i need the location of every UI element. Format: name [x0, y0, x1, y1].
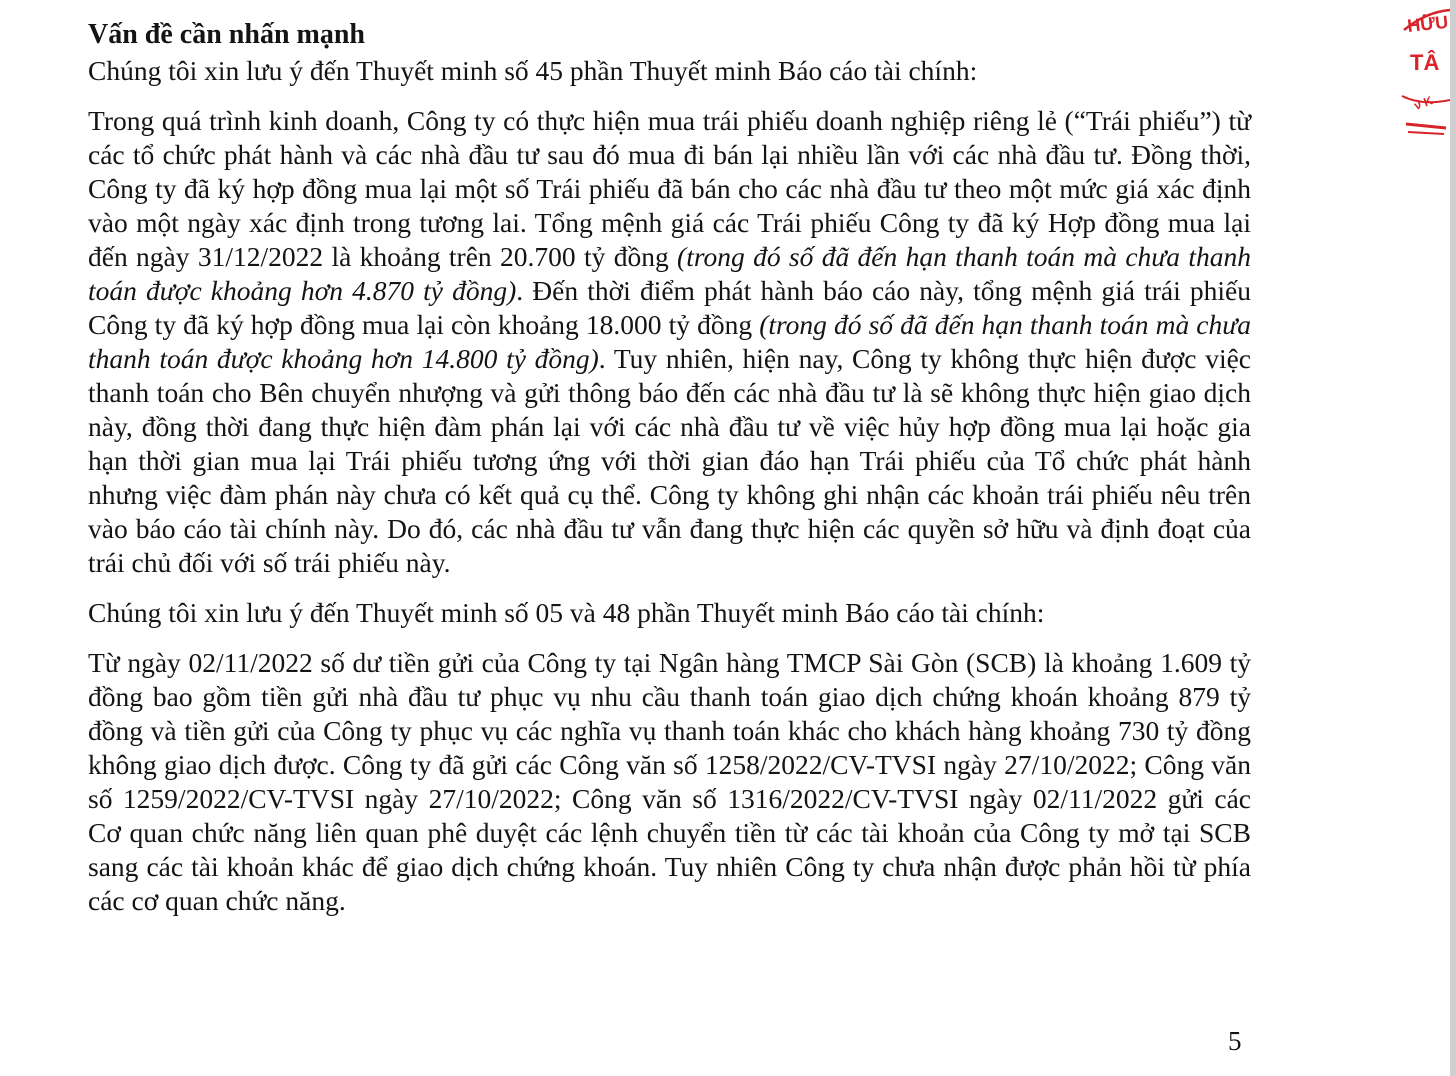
- report-page-content: [88, 18, 1251, 934]
- svg-text:HỮU: HỮU: [1406, 11, 1450, 36]
- note-05-48-paragraph: Từ ngày 02/11/2022 số dư tiền gửi của Công ty tại Ngân hàng TMCP Sài Gòn (SCB) là khoảng 1.609 tỷ đồng bao gồm tiền gửi nhà đầu tư phục vụ nhu cầu thanh toán giao dịch chứng khoán khoảng 879 tỷ đồng và tiền gửi của Công ty phục vụ các nghĩa vụ thanh toán khác cho khách hàng khoảng 730 tỷ đồng không giao dịch được. Công ty đã gửi các Công văn số 1258/2022/CV-TVSI ngày 27/10/2022; Công văn số 1259/2022/CV-TVSI ngày 27/10/2022; Công văn số 1316/2022/CV-TVSI ngày 02/11/2022 gửi các Cơ quan chức năng liên quan phê duyệt các lệnh chuyển tiền từ các tài khoản của Công ty mở tại SCB sang các tài khoản khác để giao dịch chứng khoán. Tuy nhiên Công ty chưa nhận được phản hồi từ phía các cơ quan chức năng.: [88, 647, 1251, 916]
- note-45-text-part-2: . Đến thời điểm phát hành báo cáo này, tổng mệnh giá trái phiếu Công ty đã ký hợp đồng mua lại còn khoảng 18.000 tỷ đồng: [88, 275, 1251, 340]
- svg-text:TÂ: TÂ: [1410, 50, 1440, 75]
- note-45-text-part-3: . Tuy nhiên, hiện nay, Công ty không thực hiện được việc thanh toán cho Bên chuyển nhượng và gửi thông báo đến các nhà đầu tư là sẽ không thực hiện giao dịch này, đồng thời đang thực hiện đàm phán lại với các nhà đầu tư về việc hủy hợp đồng mua lại hoặc gia hạn thời gian mua lại Trái phiếu tương ứng với thời gian đáo hạn Trái phiếu của Tổ chức phát hành nhưng việc đàm phán này chưa có kết quả cụ thể. Công ty không ghi nhận các khoản trái phiếu nêu trên vào báo cáo tài chính này. Do đó, các nhà đầu tư vẫn đang thực hiện các quyền sở hữu và định đoạt của trái chủ đối với số trái phiếu này.: [88, 343, 1251, 578]
- stamp-graphic: [1396, 6, 1450, 136]
- page-number: 5: [1228, 1026, 1242, 1056]
- red-stamp-seal: [1396, 6, 1450, 136]
- note-45-text-part-1: Trong quá trình kinh doanh, Công ty có thực hiện mua trái phiếu doanh nghiệp riêng lẻ (“Trái phiếu”) từ các tổ chức phát hành và các nhà đầu tư sau đó mua đi bán lại nhiều lần với các nhà đầu tư. Đồng thời, Công ty đã ký hợp đồng mua lại một số Trái phiếu đã bán cho các nhà đầu tư theo một mức giá xác định vào một ngày xác định trong tương lai. Tổng mệnh giá các Trái phiếu Công ty đã ký Hợp đồng mua lại đến ngày 31/12/2022 là khoảng trên 20.700 tỷ đồng: [88, 105, 1251, 272]
- note-45-intro: Chúng tôi xin lưu ý đến Thuyết minh số 45 phần Thuyết minh Báo cáo tài chính:: [88, 55, 978, 86]
- note-45-italic-part-1: (trong đó số đã đến hạn thanh toán mà chưa thanh toán được khoảng hơn 4.870 tỷ đồng): [88, 241, 1252, 306]
- note-45-italic-part-2: (trong đó số đã đến hạn thanh toán mà chưa thanh toán được khoảng hơn 14.800 tỷ đồng): [88, 309, 1251, 374]
- section-heading: Vấn đề cần nhấn mạnh: [88, 19, 365, 50]
- scan-edge: [1450, 0, 1456, 1076]
- note-05-48-intro: Chúng tôi xin lưu ý đến Thuyết minh số 05 và 48 phần Thuyết minh Báo cáo tài chính:: [88, 597, 1045, 628]
- svg-text:ν Κ: ν Κ: [1412, 93, 1435, 113]
- note-45-paragraph: [88, 104, 1251, 580]
